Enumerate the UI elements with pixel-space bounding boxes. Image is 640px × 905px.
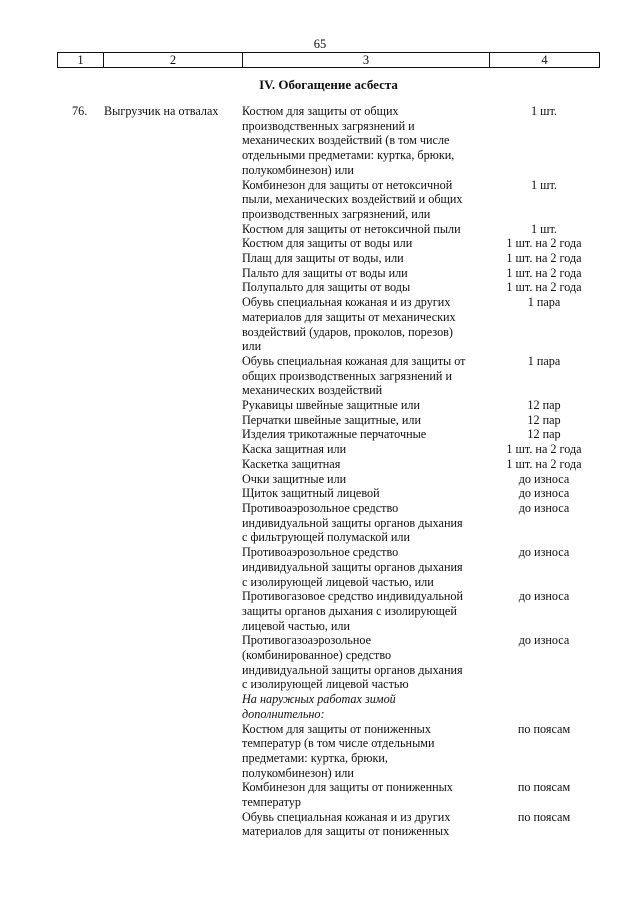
ppe-item-name bbox=[242, 501, 487, 545]
ppe-item-quantity: 1 шт. на 2 года bbox=[506, 236, 582, 251]
ppe-item-line: Полупальто для защиты от воды bbox=[242, 280, 411, 295]
ppe-item-quantity: 1 шт. на 2 года bbox=[506, 251, 582, 266]
ppe-item-line: Щиток защитный лицевой bbox=[242, 486, 380, 501]
ppe-item-quantity: по поясам bbox=[517, 780, 571, 795]
ppe-item-row bbox=[0, 501, 640, 545]
ppe-item-line: Пальто для защиты от воды или bbox=[242, 265, 408, 280]
ppe-item-line: На наружных работах зимой bbox=[242, 692, 396, 707]
ppe-item-line: материалов для защиты от механических bbox=[242, 309, 456, 324]
ppe-item-name bbox=[242, 295, 487, 354]
ppe-item-line: Противогазоаэрозольное bbox=[242, 633, 372, 648]
ppe-item-line: защиты органов дыхания с изолирующей bbox=[242, 603, 457, 618]
ppe-item-row bbox=[0, 472, 640, 487]
ppe-item-quantity: до износа bbox=[518, 471, 570, 486]
ppe-item-line: Противогазовое средство индивидуальной bbox=[242, 589, 464, 604]
ppe-item-line: или bbox=[242, 339, 262, 354]
ppe-item-row bbox=[0, 280, 640, 295]
ppe-item-line: Комбинезон для защиты от нетоксичной bbox=[242, 177, 453, 192]
ppe-item-row bbox=[0, 236, 640, 251]
ppe-item-name bbox=[242, 457, 487, 472]
ppe-item-line: предметами: куртка, брюки, bbox=[242, 750, 388, 765]
ppe-item-line: Комбинезон для защиты от пониженных bbox=[242, 780, 453, 795]
ppe-item-row bbox=[0, 178, 640, 222]
column-3-header: 3 bbox=[243, 53, 490, 68]
ppe-item-row bbox=[0, 457, 640, 472]
ppe-item-line: Рукавицы швейные защитные или bbox=[242, 398, 420, 413]
ppe-item-row bbox=[0, 413, 640, 428]
ppe-item-row bbox=[0, 692, 640, 721]
ppe-item-name bbox=[242, 354, 487, 398]
ppe-item-quantity: 1 пара bbox=[527, 353, 561, 368]
ppe-item-line: Очки защитные или bbox=[242, 471, 347, 486]
ppe-item-line: с изолирующей лицевой частью bbox=[242, 677, 409, 692]
ppe-item-row bbox=[0, 810, 640, 839]
ppe-item-name bbox=[242, 442, 487, 457]
ppe-item-line: Плащ для защиты от воды, или bbox=[242, 251, 404, 266]
ppe-item-name bbox=[242, 633, 487, 692]
ppe-item-line: отдельными предметами: куртка, брюки, bbox=[242, 148, 455, 163]
ppe-item-quantity: до износа bbox=[518, 545, 570, 560]
ppe-item-line: пыли, механических воздействий и общих bbox=[242, 192, 463, 207]
page-number: 65 bbox=[313, 37, 327, 51]
ppe-item-line: механических воздействий bbox=[242, 383, 383, 398]
ppe-item-row bbox=[0, 295, 640, 354]
ppe-item-line: Костюм для защиты от нетоксичной пыли bbox=[242, 221, 461, 236]
ppe-item-line: производственных загрязнений, или bbox=[242, 206, 431, 221]
ppe-item-quantity: 1 пара bbox=[527, 295, 561, 310]
ppe-item-line: Противоаэрозольное средство bbox=[242, 500, 399, 515]
ppe-item-line: лицевой частью, или bbox=[242, 618, 351, 633]
ppe-item-quantity: 1 шт. на 2 года bbox=[506, 442, 582, 457]
ppe-item-quantity: 1 шт. bbox=[531, 221, 557, 236]
ppe-item-row bbox=[0, 104, 640, 178]
ppe-item-name bbox=[242, 413, 487, 428]
ppe-item-name bbox=[242, 589, 487, 633]
ppe-item-row bbox=[0, 354, 640, 398]
ppe-item-line: индивидуальной защиты органов дыхания bbox=[242, 559, 463, 574]
ppe-item-quantity: до износа bbox=[518, 589, 570, 604]
ppe-item-line: Костюм для защиты от воды или bbox=[242, 236, 413, 251]
ppe-item-quantity: до износа bbox=[518, 486, 570, 501]
ppe-item-quantity: 12 пар bbox=[527, 412, 561, 427]
column-header-table bbox=[57, 52, 600, 68]
ppe-item-name bbox=[242, 472, 487, 487]
ppe-item-line: полукомбинезон) или bbox=[242, 162, 354, 177]
ppe-item-line: температур (в том числе отдельными bbox=[242, 736, 435, 751]
ppe-item-line: общих производственных загрязнений и bbox=[242, 368, 453, 383]
ppe-item-quantity: до износа bbox=[518, 500, 570, 515]
ppe-item-line: Противоаэрозольное средство bbox=[242, 545, 399, 560]
ppe-item-row bbox=[0, 266, 640, 281]
ppe-item-row bbox=[0, 486, 640, 501]
ppe-item-name bbox=[242, 280, 487, 295]
ppe-item-quantity: 1 шт. на 2 года bbox=[506, 280, 582, 295]
column-1-header: 1 bbox=[58, 53, 104, 68]
ppe-item-row bbox=[0, 427, 640, 442]
ppe-item-name bbox=[242, 178, 487, 222]
ppe-item-line: температур bbox=[242, 795, 301, 810]
ppe-item-line: Каскетка защитная bbox=[242, 456, 341, 471]
ppe-item-name bbox=[242, 266, 487, 281]
ppe-item-name bbox=[242, 545, 487, 589]
ppe-item-line: Обувь специальная кожаная для защиты от bbox=[242, 353, 466, 368]
entry-number: 76. bbox=[72, 104, 88, 118]
profession-name: Выгрузчик на отвалах bbox=[104, 104, 219, 118]
ppe-item-name bbox=[242, 722, 487, 781]
ppe-item-name bbox=[242, 427, 487, 442]
ppe-item-line: (комбинированное) средство bbox=[242, 648, 392, 663]
ppe-item-name bbox=[242, 398, 487, 413]
ppe-item-line: Перчатки швейные защитные, или bbox=[242, 412, 422, 427]
ppe-item-row bbox=[0, 780, 640, 809]
ppe-item-line: производственных загрязнений и bbox=[242, 118, 415, 133]
ppe-item-row bbox=[0, 398, 640, 413]
ppe-item-name bbox=[242, 810, 487, 839]
ppe-item-row bbox=[0, 222, 640, 237]
ppe-item-line: с фильтрующей полумаской или bbox=[242, 530, 411, 545]
ppe-item-name bbox=[242, 692, 487, 721]
ppe-item-line: воздействий (ударов, проколов, порезов) bbox=[242, 324, 453, 339]
ppe-item-name bbox=[242, 780, 487, 809]
ppe-item-line: Изделия трикотажные перчаточные bbox=[242, 427, 427, 442]
ppe-item-line: индивидуальной защиты органов дыхания bbox=[242, 515, 463, 530]
ppe-item-line: Каска защитная или bbox=[242, 442, 347, 457]
ppe-item-row bbox=[0, 589, 640, 633]
ppe-item-row bbox=[0, 633, 640, 692]
ppe-item-line: механических воздействий (в том числе bbox=[242, 133, 450, 148]
ppe-item-quantity: до износа bbox=[518, 633, 570, 648]
ppe-item-name bbox=[242, 486, 487, 501]
ppe-item-line: Костюм для защиты от пониженных bbox=[242, 721, 431, 736]
ppe-item-quantity: 12 пар bbox=[527, 398, 561, 413]
ppe-item-quantity: 1 шт. на 2 года bbox=[506, 265, 582, 280]
section-title: IV. Обогащение асбеста bbox=[259, 77, 398, 92]
ppe-item-quantity: по поясам bbox=[517, 721, 571, 736]
ppe-item-name bbox=[242, 104, 487, 178]
ppe-item-line: Обувь специальная кожаная и из других bbox=[242, 295, 451, 310]
ppe-item-name bbox=[242, 251, 487, 266]
ppe-item-line: полукомбинезон) или bbox=[242, 765, 354, 780]
ppe-item-name bbox=[242, 236, 487, 251]
ppe-item-quantity: 12 пар bbox=[527, 427, 561, 442]
ppe-item-row bbox=[0, 442, 640, 457]
ppe-item-line: Костюм для защиты от общих bbox=[242, 104, 399, 118]
ppe-item-quantity: 1 шт. bbox=[531, 177, 557, 192]
ppe-item-line: с изолирующей лицевой частью, или bbox=[242, 574, 434, 589]
ppe-item-name bbox=[242, 222, 487, 237]
ppe-item-row bbox=[0, 545, 640, 589]
ppe-item-line: материалов для защиты от пониженных bbox=[242, 824, 450, 839]
column-4-header: 4 bbox=[490, 53, 600, 68]
ppe-item-line: Обувь специальная кожаная и из других bbox=[242, 809, 451, 824]
ppe-item-list bbox=[0, 104, 640, 839]
column-2-header: 2 bbox=[104, 53, 243, 68]
ppe-item-line: дополнительно: bbox=[242, 706, 325, 721]
ppe-item-quantity: 1 шт. bbox=[531, 104, 557, 118]
ppe-item-quantity: по поясам bbox=[517, 809, 571, 824]
ppe-item-line: индивидуальной защиты органов дыхания bbox=[242, 662, 463, 677]
ppe-item-quantity: 1 шт. на 2 года bbox=[506, 456, 582, 471]
ppe-item-row bbox=[0, 722, 640, 781]
ppe-item-row bbox=[0, 251, 640, 266]
